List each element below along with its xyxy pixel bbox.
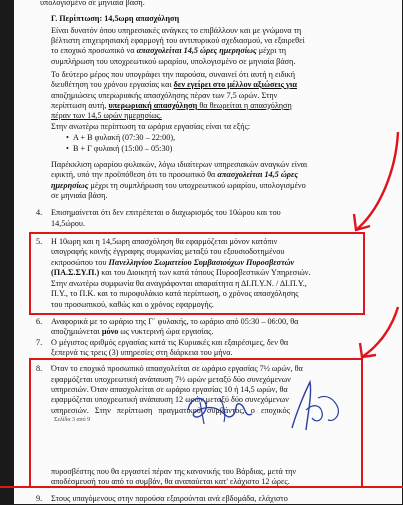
item4-text: 14,5ώρου. (51, 219, 85, 228)
text-run: μέχρι τη (256, 46, 287, 55)
item7-text: Ο μέγιστος αριθμός εργασίας κατά τις Κυριακές και εξαιρέσιμες, δεν θα (51, 338, 289, 347)
item5-text: εκπροσώπου του Πανελληνίου Σωματείου Συμβασιούχων Πυροσβεστών (51, 258, 295, 267)
text-line: Είναι δυνατόν όπου υπηρεσιακές ανάγκες το επιβάλλουν και με γνώμονα τη (51, 26, 302, 35)
item8-text: υπηρεσιών. Στην περίπτωση πραγματικού συμβάντος, ο εποχικός (51, 406, 290, 415)
text-line: σε μηνιαία βάση. (51, 191, 108, 200)
section-g-title: Γ. Περίπτωση: 14,5ωρη απασχόληση (51, 14, 180, 23)
page-footer: Σελίδα 3 από 9 (54, 417, 91, 423)
top-line: υπολογισμένο σε μηνιαία βάση. (40, 0, 145, 7)
item6-text: Αναφορικά με το ωράριο της Γ΄ φυλακής, το ωράριο από 05:30 – 06:00, θα (51, 317, 299, 326)
text-line: Στην ανωτέρω περίπτωση τα ωράρια εργασίας είναι τα εξής: (51, 122, 251, 131)
text-line: περίπτωση αυτή, υπερωριακή απασχόληση θα θεωρείται η απασχόληση (51, 101, 292, 110)
text-line: εφικτή, υπό την προϋπόθεση ότι το προσωπικό θα απασχολείται 14,5 ώρες (51, 170, 298, 179)
item-number: 4. (36, 208, 43, 217)
highlight-box-item5 (29, 232, 365, 315)
item5-text: Π.Υ., το Π.Κ. και το πυροφυλάκιο κατά περίπτωση, ο χρόνος απασχόλησης (51, 289, 299, 298)
item8-text: πυροσβέστης που θα εργαστεί πέραν της κανονικής του Βάρδιας, μετά την (51, 467, 297, 476)
text-run: το εποχικό προσωπικό να (51, 46, 137, 55)
bullet-item: • Β + Γ φυλακή (15:00 – 05:30) (66, 144, 173, 153)
item5-text: υπογραφής κοινής έγγραφης συμφωνίας μεταξύ του εξουσιοδοτημένου (51, 247, 285, 256)
arrow-down-icon (342, 305, 403, 365)
item8-text: εφαρμόζεται υποχρεωτική ανάπαυση 12 ωρών μεταξύ δύο συνεχόμενων (51, 395, 289, 404)
item8-text: αποδέσμευσή του από το συμβάν, θα αναπαύεται κατ' ελάχιστο 12 ώρες. (51, 477, 290, 486)
arrow-down-icon (340, 130, 403, 240)
item8-text: Όταν το εποχικό προσωπικό απασχολείται σε ωράριο εργασίας 7½ ωρών, θα (51, 364, 303, 373)
text-line: ημερησίως μέχρι τη συμπλήρωση του υποχρεωτικού ωραρίου, υπολογισμένο (51, 181, 306, 190)
emphasis-text: απασχολείται 14,5 ώρες ημερησίως (136, 46, 257, 55)
item-number: 5. (36, 237, 43, 246)
item8-text: εφαρμόζεται υποχρεωτική ανάπαυση 7½ ωρών μεταξύ δύο συνεχόμενων (51, 375, 291, 384)
text-line: πέραν των 14,5 ωρών ημερησίως. (51, 111, 162, 120)
item8-text: υπηρεσιών. Όταν απασχολείται σε ωράριο εργασίας 10 ή 14,5 ωρών, θα (51, 385, 288, 394)
item-number: 9. (36, 494, 43, 503)
bullet-icon: • (66, 133, 73, 142)
item-number: 6. (36, 317, 43, 326)
item7-text: ξεπερνά τις τρεις (3) υπηρεσίες στη διάρκεια του μήνα. (51, 348, 233, 357)
bullet-item: • Α + Β φυλακή (07:30 – 22:00), (66, 133, 176, 142)
highlight-box-item8 (29, 358, 363, 488)
item-number: 8. (36, 364, 43, 373)
text-line: βέλτιστη επιχειρησιακή εφαρμογή του αντιπυρικού σχεδιασμού, να εξαιρεθεί (51, 36, 305, 45)
item5-text: Η 10ωρη και η 14,5ωρη απασχόληση θα εφαρμόζεται μόνον κατόπιν (51, 237, 278, 246)
text-line: αποζημιώσεις υπερωριακής απασχόλησης πέραν των 7,5 ωρών. Στην (51, 91, 278, 100)
item9-text: Στους υπαγόμενους στην παρούσα εξαιρούνται ανά εβδομάδα, ελάχιστο (51, 494, 288, 503)
text-line (51, 46, 286, 57)
text-line: συμπλήρωση του υποχρεωτικού ωραρίου, υπολογισμένο σε μηνιαία βάση. (51, 57, 296, 66)
item-number: 7. (36, 338, 43, 347)
item5-text: Στην ανωτέρω συμφωνία θα αναγράφονται απαραίτητα η ΔΙ.Π.Υ.Ν. / ΔΙ.Π.Υ., (51, 279, 307, 288)
text-line: Παρέκκλιση ωραρίου φυλακών, λόγω ιδιαίτερων υπηρεσιακών αναγκών είναι (51, 160, 308, 169)
bullet-icon: • (66, 144, 73, 153)
item5-text: (ΠΑ.Σ.ΣΥ.Π.) και του Διοικητή των κατά τόπους Πυροσβεστικών Υπηρεσιών. (51, 268, 311, 277)
highlight-underline (0, 486, 403, 488)
text-line: διευθέτηση του χρόνου εργασίας και δεν εγείρει στο μέλλον αξιώσεις για (51, 80, 297, 89)
item6-text: αποζημιώνεται μόνο ως νυκτερινή ώρα εργασίας. (51, 327, 214, 336)
item5-text: του προσωπικού, καθώς και ο χρόνος εφαρμογής. (51, 300, 214, 309)
item4-text: Επισημαίνεται ότι δεν επιτρέπεται ο διαχωρισμός του 10ώρου και του (51, 208, 281, 217)
text-line: Το δεύτερο μέρος που υπογράφει την παρούσα, συναινεί ότι αυτή η ειδική (51, 70, 296, 79)
